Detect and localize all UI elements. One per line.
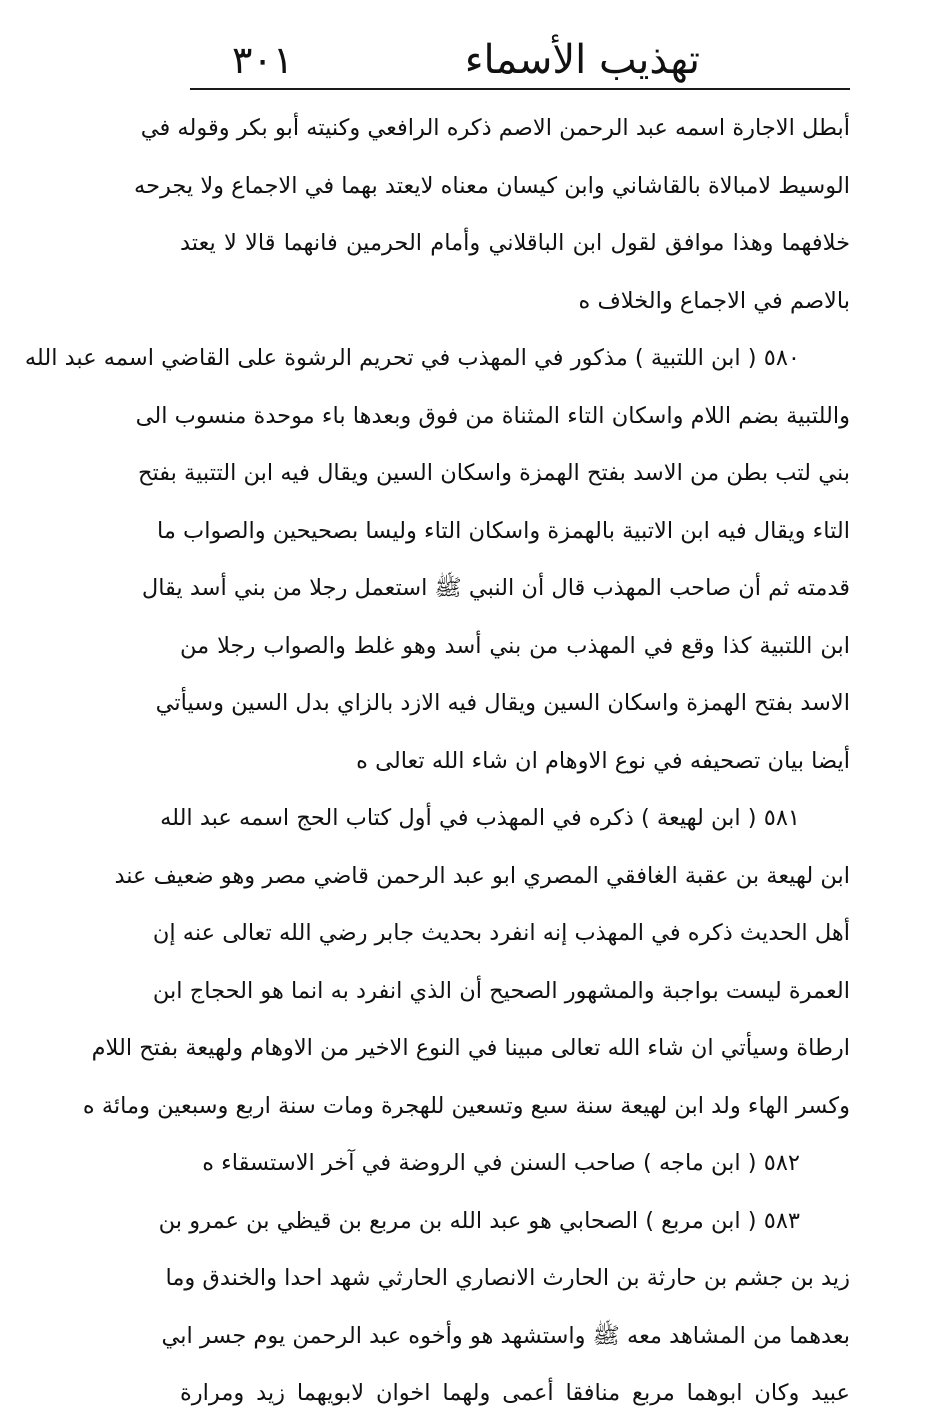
- text-line: وكسر الهاء ولد ابن لهيعة سنة سبع وتسعين للهجرة ومات سنة اربع وسبعين ومائة ه: [82, 1092, 850, 1119]
- text-line: أهل الحديث ذكره في المهذب إنه انفرد بحديث جابر رضي الله تعالى عنه إن: [152, 920, 850, 946]
- text-line: بعدهما من المشاهد معه ﷺ واستشهد هو وأخوه عبد الرحمن يوم جسر ابي: [161, 1322, 850, 1349]
- header-rule: [190, 88, 850, 90]
- entry-heading-582: ٥٨٢ ( ابن ماجه ) صاحب السنن في الروضة في آخر الاستسقاء ه: [202, 1150, 800, 1176]
- text-line: بني لتب بطن من الاسد بفتح الهمزة واسكان السين ويقال فيه ابن التتبية بفتح: [137, 460, 850, 486]
- text-line: بالاصم في الاجماع والخلاف ه: [578, 287, 850, 314]
- text-line: أبطل الاجارة اسمه عبد الرحمن الاصم ذكره الرافعي وكنيته أبو بكر وقوله في: [140, 115, 850, 141]
- text-line: ابن اللتبية كذا وقع في المهذب من بني أسد وهو غلط والصواب رجلا من: [180, 632, 850, 659]
- running-title: تهذيب الأسماء: [464, 37, 700, 83]
- page-header: [190, 28, 850, 92]
- text-line: العمرة ليست بواجبة والمشهور الصحيح أن الذي انفرد به انما هو الحجاج ابن: [152, 977, 850, 1004]
- text-line: الاسد بفتح الهمزة واسكان السين ويقال فيه الازد بالزاي بدل السين وسيأتي: [155, 690, 850, 716]
- text-line: التاء ويقال فيه ابن الاتبية بالهمزة واسكان التاء وليسا بصحيحين والصواب ما: [156, 517, 850, 544]
- page-number: ٣٠١: [232, 38, 294, 82]
- entry-heading-581: ٥٨١ ( ابن لهيعة ) ذكره في المهذب في أول كتاب الحج اسمه عبد الله: [160, 805, 800, 831]
- text-line: عبيد وكان ابوهما مربع منافقا أعمى ولهما اخوان لابويهما زيد ومرارة: [180, 1380, 850, 1406]
- text-line: الوسيط لامبالاة بالقاشاني وابن كيسان معناه لايعتد بهما في الاجماع ولا يجرحه: [134, 172, 850, 199]
- text-line: ابن لهيعة بن عقبة الغافقي المصري ابو عبد الرحمن قاضي مصر وهو ضعيف عند: [114, 862, 850, 889]
- text-line: واللتبية بضم اللام واسكان التاء المثناة من فوق وبعدها باء موحدة منسوب الى: [135, 402, 850, 429]
- text-line: أيضا بيان تصحيفه في نوع الاوهام ان شاء الله تعالى ه: [356, 747, 850, 774]
- entry-heading-583: ٥٨٣ ( ابن مربع ) الصحابي هو عبد الله بن مربع بن قيظي بن عمرو بن: [158, 1207, 800, 1234]
- entry-heading-580: ٥٨٠ ( ابن اللتبية ) مذكور في المهذب في تحريم الرشوة على القاضي اسمه عبد الله: [24, 345, 800, 371]
- text-line: ارطاة وسيأتي ان شاء الله تعالى مبينا في النوع الاخير من الاوهام ولهيعة بفتح اللام: [91, 1035, 850, 1061]
- body-text: [24, 100, 850, 1406]
- text-line: خلافهما وهذا موافق لقول ابن الباقلاني وأمام الحرمين فانهما قالا لا يعتد: [180, 230, 850, 256]
- text-line: زيد بن جشم بن حارثة بن الحارث الانصاري الحارثي شهد احدا والخندق وما: [165, 1265, 850, 1291]
- text-line: قدمته ثم أن صاحب المهذب قال أن النبي ﷺ استعمل رجلا من بني أسد يقال: [141, 575, 850, 601]
